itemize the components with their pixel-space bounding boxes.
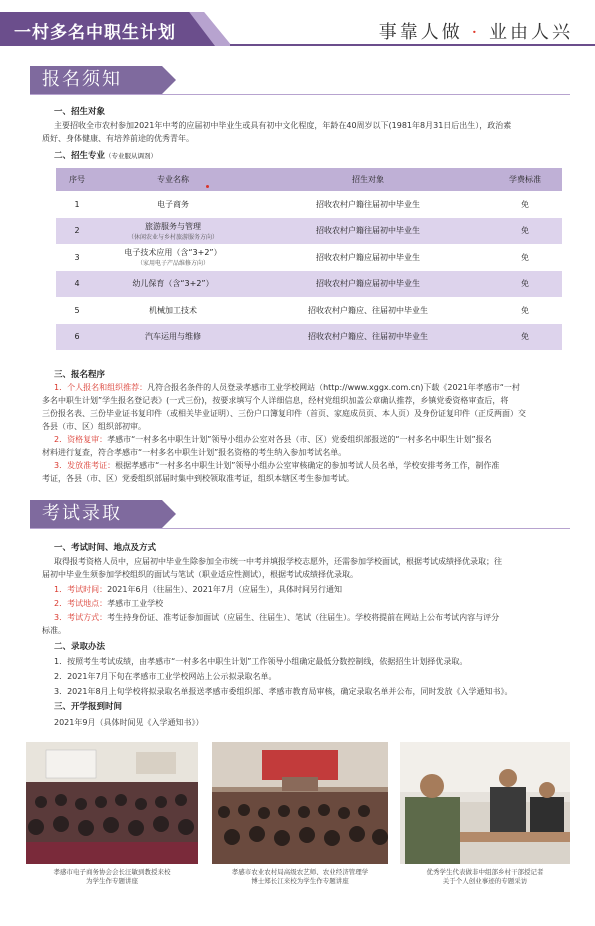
target-text-2: 质好、身体健康、有培养前途的优秀青年。 xyxy=(42,134,194,143)
procedure-step-1-text-d: 各县（市、区）组织部初审。 xyxy=(42,422,146,431)
col-header-name: 专业名称 xyxy=(98,168,248,191)
decorative-dot xyxy=(206,185,209,188)
photo-caption-1 xyxy=(26,868,198,886)
procedure-step-3-line-1 xyxy=(54,459,574,472)
table-row xyxy=(56,191,562,218)
header-rule xyxy=(230,44,595,46)
cell-name: 汽车运用与维修 xyxy=(98,324,248,351)
cell-fee: 免 xyxy=(488,297,562,324)
cell-fee: 免 xyxy=(488,324,562,351)
cell-name xyxy=(98,244,248,271)
exam-item-3-text-b: 标准。 xyxy=(42,626,66,635)
cell-target: 招收农村户籍应届初中毕业生 xyxy=(248,271,488,298)
table-row xyxy=(56,218,562,245)
slogan-part-a: 事靠人做 xyxy=(378,22,463,43)
cell-name xyxy=(98,218,248,245)
procedure-step-3-label: 3．发放准考证： xyxy=(54,461,116,470)
enroll-heading: 三、开学报到时间 xyxy=(54,702,123,712)
cell-no: 5 xyxy=(56,297,98,324)
procedure-step-2-text-a: 孝感市“一村多名中职生计划”领导小组办公室对各县（市、区）党委组织部报送的“一村多名中职生计划”报名 xyxy=(107,435,492,444)
photo-caption-2 xyxy=(212,868,388,886)
cell-fee: 免 xyxy=(488,218,562,245)
procedure-step-1-text-a: 凡符合报名条件的人员登录孝感市工业学校网站（http://www.xggx.com.cn)下载《2021年孝感市“一村 xyxy=(147,383,520,392)
photo-lecture-1 xyxy=(26,742,198,864)
procedure-step-1-text-b: 多名中职生计划”学生报名登记表》(一式三份)，按要求填写个人详细信息，经村党组织加盖公章确认推荐，乡镇党委资格审查后，将 xyxy=(42,396,509,405)
procedure-step-3-text-b: 考证，各县（市、区）党委组织部届时集中到校领取准考证，组织本辖区考生参加考试。 xyxy=(42,474,354,483)
procedure-step-1-line-1 xyxy=(54,381,574,394)
procedure-step-1-label: 1．个人报名和组织推荐： xyxy=(54,383,148,392)
procedure-heading: 三、报名程序 xyxy=(54,370,106,380)
interview-image xyxy=(400,742,570,864)
admission-heading: 二、录取办法 xyxy=(54,642,106,652)
target-text-1: 主要招收全市农村参加2021年中考的应届初中毕业生或具有初中文化程度，年龄在40周岁以下(1981年8月31日后出生），政治素 xyxy=(54,121,512,130)
page-header xyxy=(0,0,595,52)
photo-caption-3-b: 关于个人创业事迹的专题采访 xyxy=(442,877,528,885)
admission-item-3: 3．2021年8月上旬学校将拟录取名单报送孝感市委组织部、孝感市教育局审核，确定录取名单并公布，同时发放《入学通知书》。 xyxy=(54,687,513,696)
header-title: 一村多名中职生计划 xyxy=(14,23,176,43)
slogan-dot: · xyxy=(471,22,481,43)
enroll-text: 2021年9月（具体时间见《入学通知书》） xyxy=(54,718,204,727)
cell-name-main: 旅游服务与管理 xyxy=(145,221,201,231)
exam-text-a: 取得报考资格人员中，应届初中毕业生除参加全市统一中考并填报学校志愿外，还需参加学校面试，根据考试成绩择优录取；往 xyxy=(54,557,502,566)
cell-target: 招收农村户籍往届初中毕业生 xyxy=(248,218,488,245)
exam-item-1-label: 1．考试时间： xyxy=(54,585,108,594)
photo-caption-3 xyxy=(400,868,570,886)
section-divider xyxy=(30,528,570,529)
photo-caption-1-a: 孝感市电子商务协会会长汪敏到教授来校 xyxy=(53,868,171,876)
majors-table xyxy=(56,168,562,351)
exam-item-2-text: 孝感市工业学校 xyxy=(107,599,164,608)
cell-target: 招收农村户籍应届初中毕业生 xyxy=(248,244,488,271)
exam-heading: 一、考试时间、地点及方式 xyxy=(54,543,157,553)
cell-fee: 免 xyxy=(488,191,562,218)
section-divider xyxy=(30,94,570,95)
photo-caption-2-a: 孝感市农业农村局高级农艺师、农业经济管理学 xyxy=(231,868,369,876)
table-row xyxy=(56,244,562,271)
procedure-step-2-label: 2．资格复审： xyxy=(54,435,108,444)
exam-item-3 xyxy=(54,611,574,624)
slogan-part-b: 业由人兴 xyxy=(489,22,573,43)
exam-item-1-text: 2021年6月（往届生）、2021年7月（应届生），具体时间另行通知 xyxy=(107,585,342,594)
procedure-step-3-text-a: 根据孝感市“一村多名中职生计划”领导小组办公室审核确定的参加考试人员名单，学校安排考务工作，制作准 xyxy=(115,461,500,470)
table-row xyxy=(56,297,562,324)
photo-caption-2-b: 博士郑长江来校为学生作专题讲座 xyxy=(251,877,349,885)
table-row xyxy=(56,324,562,351)
target-heading: 一、招生对象 xyxy=(54,107,106,117)
photo-caption-1-b: 为学生作专题讲座 xyxy=(86,877,138,885)
majors-heading xyxy=(54,149,157,161)
exam-item-1 xyxy=(54,583,574,596)
photo-lecture-2 xyxy=(212,742,388,864)
cell-target: 招收农村户籍往届初中毕业生 xyxy=(248,191,488,218)
exam-text-b: 届初中毕业生须参加学校组织的面试与笔试（职业适应性测试），根据考试成绩择优录取。 xyxy=(42,570,358,579)
exam-item-3-label: 3．考试方式： xyxy=(54,613,108,622)
procedure-step-1-text-c: 三份报名表、三份毕业证书复印件（或相关毕业证明）、三份户口簿复印件（首页、家庭成员页、本人页）及身份证复印件（正反两面）交 xyxy=(42,409,526,418)
majors-note: （专业服从调剂） xyxy=(105,152,158,160)
procedure-step-2-line-1 xyxy=(54,433,574,446)
auditorium-image xyxy=(212,742,388,864)
cell-no: 2 xyxy=(56,218,98,245)
cell-fee: 免 xyxy=(488,244,562,271)
exam-item-2-label: 2．考试地点： xyxy=(54,599,108,608)
table-row xyxy=(56,271,562,298)
header-slogan xyxy=(379,18,573,44)
cell-name: 幼儿保育（含“3+2”） xyxy=(98,271,248,298)
cell-name-sub: （家用电子产品维修方向） xyxy=(136,260,209,268)
section-banner-exam: 考试录取 xyxy=(30,500,162,528)
cell-no: 1 xyxy=(56,191,98,218)
cell-no: 4 xyxy=(56,271,98,298)
admission-item-2: 2．2021年7月下旬在孝感市工业学校网站上公示拟录取名单。 xyxy=(54,672,277,681)
section-banner-registration: 报名须知 xyxy=(30,66,162,94)
majors-heading-text: 二、招生专业 xyxy=(54,151,106,161)
cell-name: 机械加工技术 xyxy=(98,297,248,324)
photo-caption-3-a: 优秀学生代表做非中组部乡村干部授记者 xyxy=(426,868,544,876)
cell-no: 6 xyxy=(56,324,98,351)
cell-fee: 免 xyxy=(488,271,562,298)
exam-item-2 xyxy=(54,597,574,610)
cell-target: 招收农村户籍应、往届初中毕业生 xyxy=(248,297,488,324)
exam-item-3-text-a: 考生持身份证、准考证参加面试（应届生、往届生）、笔试（往届生）。学校将提前在网站上公布考试内容与评分 xyxy=(107,613,500,622)
photo-interview xyxy=(400,742,570,864)
col-header-fee: 学费标准 xyxy=(488,168,562,191)
procedure-step-2-text-b: 材料进行复查，符合孝感市“一村多名中职生计划”报名资格的考生纳入参加考试名单。 xyxy=(42,448,347,457)
table-header-row xyxy=(56,168,562,191)
col-header-target: 招生对象 xyxy=(248,168,488,191)
cell-no: 3 xyxy=(56,244,98,271)
cell-name-main: 电子技术应用（含“3+2”） xyxy=(124,248,222,258)
lecture-hall-image xyxy=(26,742,198,864)
admission-item-1: 1．按照考生考试成绩，由孝感市“一村多名中职生计划”工作领导小组确定最低分数控制线，依据招生计划择优录取。 xyxy=(54,657,468,666)
cell-target: 招收农村户籍应、往届初中毕业生 xyxy=(248,324,488,351)
cell-name-sub: （休闲农业与乡村旅游服务方向） xyxy=(127,233,218,241)
cell-name: 电子商务 xyxy=(98,191,248,218)
col-header-no: 序号 xyxy=(56,168,98,191)
